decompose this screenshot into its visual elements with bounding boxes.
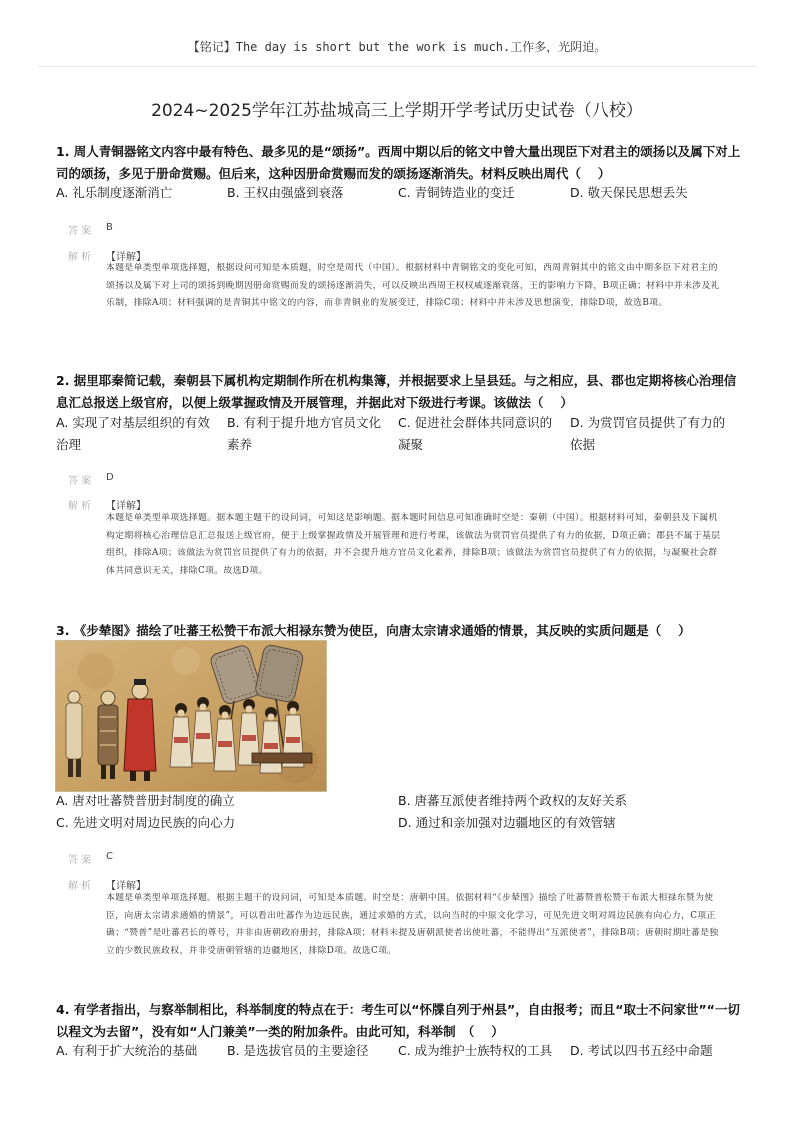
question-2-option-a[interactable]: A. 实现了对基层组织的有效治理 [56, 415, 210, 452]
question-3-option-a[interactable]: A. 唐对吐蕃赞普册封制度的确立 [56, 793, 235, 808]
question-1-option-d[interactable]: D. 敬天保民思想丢失 [570, 185, 688, 200]
painting-image [55, 640, 327, 792]
question-3-option-c[interactable]: C. 先进文明对周边民族的向心力 [56, 815, 236, 830]
question-4-option-d[interactable]: D. 考试以四书五经中命题 [570, 1043, 713, 1058]
question-2-answer: D [106, 472, 114, 483]
question-1-option-b[interactable]: B. 王权由强盛到衰落 [227, 185, 344, 200]
question-3-option-b[interactable]: B. 唐蕃互派使者维持两个政权的友好关系 [398, 793, 628, 808]
question-1-option-c[interactable]: C. 青铜铸造业的变迁 [398, 185, 515, 200]
question-1-detail-heading: 【详解】 [106, 252, 146, 263]
page-title: 2024~2025学年江苏盐城高三上学期开学考试历史试卷（八校） [151, 101, 643, 121]
question-2-option-b[interactable]: B. 有利于提升地方官员文化素养 [227, 415, 382, 452]
question-3-option-d[interactable]: D. 通过和亲加强对边疆地区的有效管辖 [398, 815, 616, 830]
question-4-stem: 4. 有学者指出，与察举制相比，科举制度的特点在于：考生可以“怀牒自列于州县”，自由报考；而且“取士不问家世”“一切以程文为去留”，没有如“人门兼美”一类的附加条件。由此可知，科举制 （ ） [56, 1002, 740, 1039]
question-3-answer-label: 答 案 [68, 855, 92, 866]
question-1-explanation-label: 解 析 [68, 252, 92, 263]
question-1-explanation: 本题是单类型单项选择题，根据设问可知是本质题，时空是周代（中国）。根据材料中青铜铭文的变化可知，西周青铜其中的铭文由中期多臣下对君主的颂扬以及属下对上司的颂扬到晚期因册命赏赐而发的颂扬逐渐消失，可以反映出西周王权权威逐渐衰落，王的影响力下降，B项正确；材料中并未涉及礼乐制，排除A项；材料强调的是青铜其中铭文的内容，而非青铜业的发展变迁，排除C项；材料中并未涉及思想演变，排除D项，故选B项。 [106, 263, 720, 309]
question-4-options [56, 1040, 746, 1062]
question-4-option-c[interactable]: C. 成为维护士族特权的工具 [398, 1043, 553, 1058]
question-2-detail-heading: 【详解】 [106, 501, 146, 512]
question-1-option-a[interactable]: A. 礼乐制度逐渐消亡 [56, 185, 173, 200]
question-4-option-b[interactable]: B. 是选拔官员的主要途径 [227, 1043, 369, 1058]
question-4-option-a[interactable]: A. 有利于扩大统治的基础 [56, 1043, 198, 1058]
question-2-stem: 2. 据里耶秦简记载，秦朝县下属机构定期制作所在机构集簿，并根据要求上呈县廷。与之相应，县、郡也定期将核心治理信息汇总报送上级官府，以便上级掌握政情及开展管理，并据此对下级进行考课。该做法（ ） [56, 373, 737, 410]
question-3-stem: 3. 《步辇图》描绘了吐蕃王松赞干布派大相禄东赞为使臣，向唐太宗请求通婚的情景，其反映的实质问题是（ ） [56, 623, 691, 638]
question-3-options-row-1 [56, 790, 746, 812]
question-2-option-c[interactable]: C. 促进社会群体共同意识的凝聚 [398, 415, 553, 452]
question-3-options-row-2 [56, 812, 746, 834]
question-1-stem: 1. 周人青铜器铭文内容中最有特色、最多见的是“颂扬”。西周中期以后的铭文中曾大量出现臣下对君主的颂扬以及属下对上司的颂扬，多见于册命赏赐。但后来，这种因册命赏赐而发的颂扬逐渐消失。材料反映出周代（ ） [56, 144, 741, 181]
question-2-explanation-label: 解 析 [68, 501, 92, 512]
question-1-answer: B [106, 222, 113, 233]
question-3-answer: C [106, 851, 113, 862]
header-motto: 【铭记】The day is short but the work is much.工作多，光阴迫。 [187, 40, 607, 54]
question-2-explanation: 本题是单类型单项选择题。据本题主题干的设问词，可知这是影响题。据本题时间信息可知准确时空是：秦朝（中国）。根据材料可知，秦朝县及下属机构定期将核心治理信息汇总报送上级官府，便于上级掌握政情及开展管理和进行考课，该做法为赏罚官员提供了有力的依据，D项正确；郡县不属于基层组织，排除A项；该做法为赏罚官员提供了有力的依据，并不会提升地方官员文化素养，排除B项；该做法为赏罚官员提供了有力的依据，与凝聚社会群体共同意识无关，排除C项。故选D项。 [106, 513, 721, 576]
question-1-answer-label: 答 案 [68, 226, 92, 237]
question-3-explanation-label: 解 析 [68, 881, 92, 892]
question-2-option-d[interactable]: D. 为赏罚官员提供了有力的依据 [570, 415, 726, 452]
question-1-options [56, 182, 746, 204]
header-divider [38, 66, 756, 67]
question-3-explanation: 本题是单类型单项选择题。根据主题干的设问词，可知是本质题。时空是：唐朝中国。依据材料“《步辇图》描绘了吐蕃赞普松赞干布派大相禄东赞为使臣，向唐太宗请求通婚的情景”，可以看出吐蕃作为边远民族，通过求婚的方式，以向当时的中原文化学习，可见先进文明对周边民族有向心力，C项正确；“赞普”是吐蕃君长的尊号，并非由唐朝政府册封，排除A项；材料未提及唐朝派使者出使吐蕃，不能得出“互派使者”，排除B项；唐朝时期吐蕃是独立的少数民族政权，并非受唐朝管辖的边疆地区，排除D项。故选C项。 [106, 893, 719, 956]
question-3-detail-heading: 【详解】 [106, 881, 146, 892]
question-2-answer-label: 答 案 [68, 476, 92, 487]
